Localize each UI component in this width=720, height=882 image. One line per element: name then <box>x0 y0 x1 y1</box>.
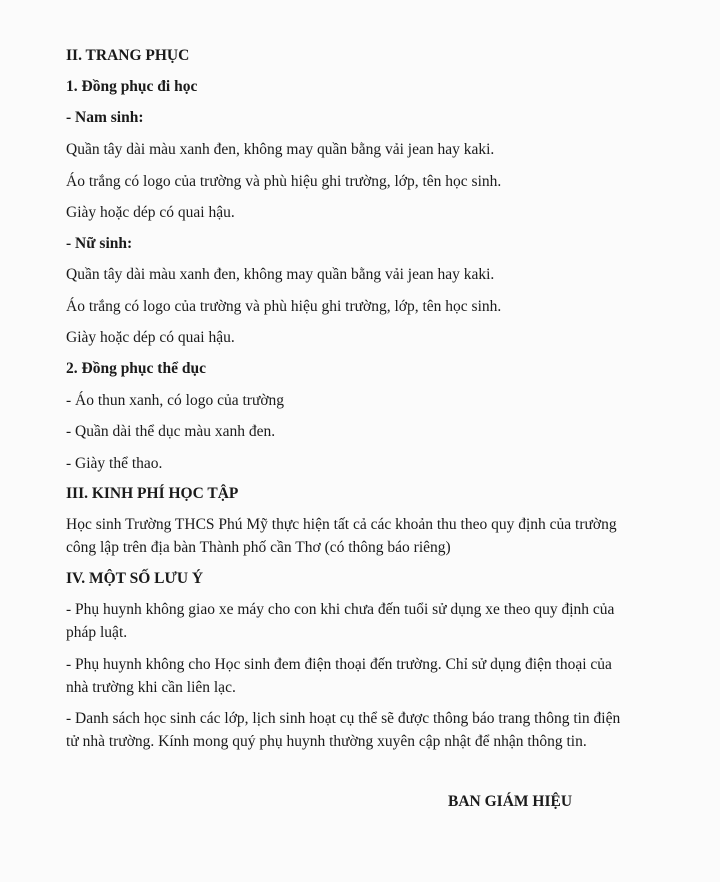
note-line: tử nhà trường. Kính mong quý phụ huynh thường xuyên cập nhật để nhận thông tin. <box>66 733 587 750</box>
female-item: Giày hoặc dép có quai hậu. <box>66 329 235 346</box>
female-item: Quần tây dài màu xanh đen, không may quần bằng vải jean hay kaki. <box>66 266 495 283</box>
note-line: pháp luật. <box>66 624 128 641</box>
section-heading-kinh-phi: III. KINH PHÍ HỌC TẬP <box>66 485 239 502</box>
male-item: Quần tây dài màu xanh đen, không may quần bằng vải jean hay kaki. <box>66 141 495 158</box>
male-item: Giày hoặc dép có quai hậu. <box>66 204 235 221</box>
note-line: - Danh sách học sinh các lớp, lịch sinh hoạt cụ thể sẽ được thông báo trang thông tin điện <box>66 710 621 727</box>
pe-item: - Giày thể thao. <box>66 455 163 472</box>
note-line: - Phụ huynh không cho Học sinh đem điện thoại đến trường. Chỉ sử dụng điện thoại của <box>66 656 612 673</box>
subsection-heading-uniform-school: 1. Đồng phục đi học <box>66 78 198 95</box>
note-line: - Phụ huynh không giao xe máy cho con khi chưa đến tuổi sử dụng xe theo quy định của <box>66 601 615 618</box>
pe-item: - Quần dài thể dục màu xanh đen. <box>66 423 276 440</box>
section-heading-luu-y: IV. MỘT SỐ LƯU Ý <box>66 570 204 587</box>
signature-ban-giam-hieu: BAN GIÁM HIỆU <box>448 793 573 810</box>
note-line: nhà trường khi cần liên lạc. <box>66 679 236 696</box>
subsection-heading-uniform-pe: 2. Đồng phục thể dục <box>66 360 206 377</box>
female-students-label: - Nữ sinh: <box>66 235 133 252</box>
section3-text-line: Học sinh Trường THCS Phú Mỹ thực hiện tất cả các khoản thu theo quy định của trường <box>66 516 617 533</box>
female-item: Áo trắng có logo của trường và phù hiệu ghi trường, lớp, tên học sinh. <box>66 298 502 315</box>
pe-item: - Áo thun xanh, có logo của trường <box>66 392 285 409</box>
male-item: Áo trắng có logo của trường và phù hiệu ghi trường, lớp, tên học sinh. <box>66 173 502 190</box>
male-students-label: - Nam sinh: <box>66 109 144 126</box>
section-heading-trang-phuc: II. TRANG PHỤC <box>66 47 190 64</box>
section3-text-line: công lập trên địa bàn Thành phố cần Thơ (có thông báo riêng) <box>66 539 451 556</box>
